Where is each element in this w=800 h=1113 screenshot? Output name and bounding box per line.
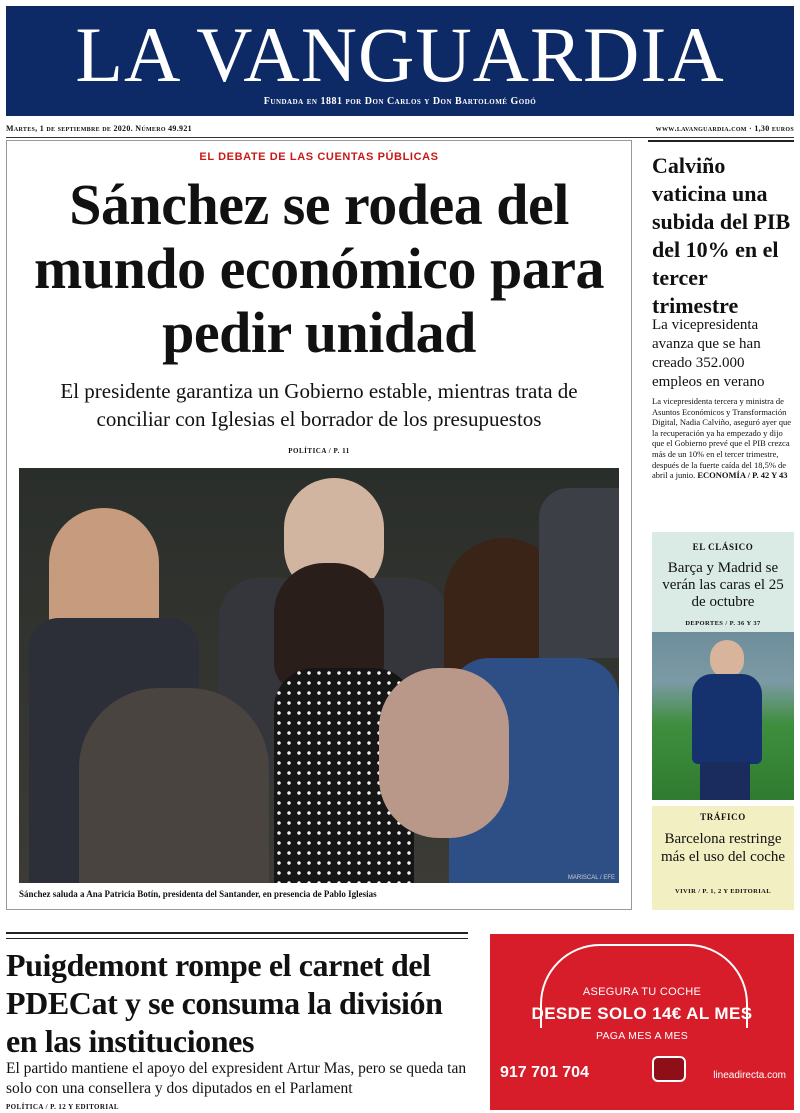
photo-figure xyxy=(539,488,619,658)
lead-kicker: EL DEBATE DE LAS CUENTAS PÚBLICAS xyxy=(199,151,439,163)
photo-figure xyxy=(692,674,762,764)
trafico-teaser[interactable] xyxy=(652,806,794,910)
clasico-photo xyxy=(652,632,794,800)
photo-figure xyxy=(700,762,750,800)
masthead xyxy=(6,6,794,116)
photo-figure xyxy=(710,640,744,678)
trafico-page-ref: VIVIR / P. 1, 2 Y EDITORIAL xyxy=(675,888,771,895)
clasico-teaser[interactable] xyxy=(652,532,794,800)
trafico-tag: TRÁFICO xyxy=(700,812,746,822)
sidebar-body xyxy=(652,396,794,481)
divider xyxy=(6,938,468,939)
sidebar-headline[interactable]: Calviño vaticina una subida del PIB del 10% en el tercer trimestre xyxy=(652,153,791,318)
divider xyxy=(648,140,794,142)
second-page-ref: POLÍTICA / P. 12 Y EDITORIAL xyxy=(6,1103,119,1111)
clasico-title[interactable]: Barça y Madrid se verán las caras el 25 de octubre xyxy=(662,560,784,610)
clasico-page-ref: DEPORTES / P. 36 Y 37 xyxy=(685,620,761,627)
ad-line-3: PAGA MES A MES xyxy=(595,1030,689,1042)
ad-brand[interactable]: lineadirecta.com xyxy=(713,1070,786,1081)
divider xyxy=(6,137,794,138)
clasico-tag: EL CLÁSICO xyxy=(692,542,754,552)
sidebar-subhead: La vicepresidenta avanza que se han creado 352.000 empleos en verano xyxy=(652,317,765,390)
lead-photo[interactable] xyxy=(19,468,619,883)
lead-page-ref: POLÍTICA / P. 11 xyxy=(288,447,350,455)
photo-credit: MARISCAL / EFE xyxy=(567,875,615,881)
ad-phone[interactable]: 917 701 704 xyxy=(500,1064,589,1081)
car-insurance-ad[interactable] xyxy=(490,934,794,1110)
telephone-icon xyxy=(652,1056,686,1082)
website-price[interactable]: www.lavanguardia.com · 1,30 euros xyxy=(655,124,794,133)
lead-headline[interactable]: Sánchez se rodea del mundo económico para pedir unidad xyxy=(34,172,604,365)
lead-story[interactable] xyxy=(6,140,632,910)
dateline xyxy=(6,124,794,138)
masthead-tagline: Fundada en 1881 por Don Carlos y Don Bartolomé Godó xyxy=(263,96,537,107)
sidebar-page-ref: ECONOMÍA / P. 42 Y 43 xyxy=(697,470,788,481)
lead-standfirst: El presidente garantiza un Gobierno estable, mientras trata de conciliar con Iglesias el borrador de los presupuestos xyxy=(60,379,578,431)
divider xyxy=(6,932,468,934)
photo-caption: Sánchez saluda a Ana Patricia Botín, presidenta del Santander, en presencia de Pablo Iglesias xyxy=(19,889,377,899)
second-headline[interactable]: Puigdemont rompe el carnet del PDECat y se consuma la división en las instituciones xyxy=(6,947,443,1059)
second-standfirst: El partido mantiene el apoyo del expresident Artur Mas, pero se queda tan solo con una consellera y dos diputados en el Parlament xyxy=(6,1060,467,1097)
issue-date: Martes, 1 de septiembre de 2020. Número 49.921 xyxy=(6,124,192,133)
ad-line-2: DESDE SOLO 14€ AL MES xyxy=(531,1004,753,1023)
photo-figure xyxy=(379,668,509,838)
photo-figure xyxy=(79,688,269,883)
ad-line-1: ASEGURA TU COCHE xyxy=(582,986,702,998)
sidebar-body-text: La vicepresidenta tercera y ministra de Asuntos Económicos y Transformación Digital, Nadia Calviño, aseguró ayer que la recuperación ya ha empezado y dijo que el Gobierno prevé que el PIB crezca más de un 10% en el tercer trimestre, después de la fuerte caída del 18,5% de abril a junio. xyxy=(652,396,792,481)
newspaper-logo[interactable]: LA VANGUARDIA xyxy=(75,11,725,98)
trafico-title[interactable]: Barcelona restringe más el uso del coche xyxy=(660,831,786,865)
